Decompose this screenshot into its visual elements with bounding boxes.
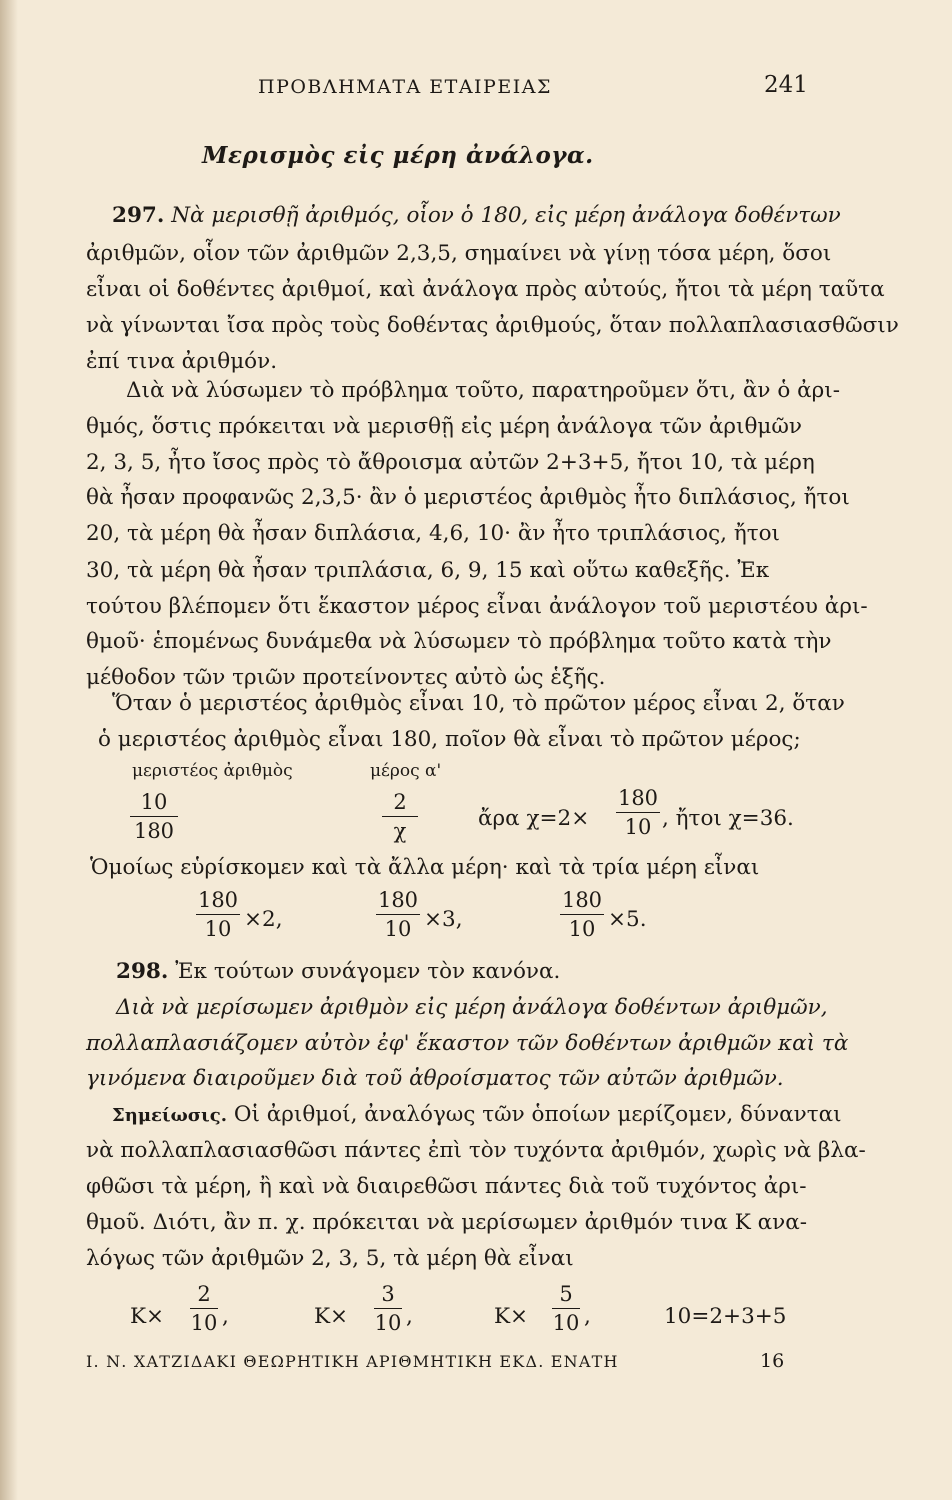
proportion-result-suffix: , ἤτοι χ=36. [662, 806, 794, 831]
part-2-fraction: 180 10 [377, 888, 419, 941]
paragraph-number: 297. [112, 203, 165, 228]
k-part-3-suffix: , [584, 1304, 591, 1329]
proportion-right-fraction: 2 χ [382, 790, 418, 843]
k-part-1-suffix: , [222, 1304, 229, 1329]
fraction-bar [616, 812, 660, 813]
fraction-bar [560, 914, 604, 915]
fraction-bar [196, 914, 240, 915]
paragraph-2-line-1: Διὰ νὰ λύσωμεν τὸ πρόβλημα τοῦτο, παρατηροῦμεν ὅτι, ἂν ὁ ἀρι- [126, 378, 840, 403]
paragraph-298-line: 298. Ἐκ τούτων συνάγομεν τὸν κανόνα. [116, 959, 561, 984]
k-part-3-prefix: Κ× [494, 1304, 529, 1329]
running-header: ΠΡΟΒΛΗΜΑΤΑ ΕΤΑΙΡΕΙΑΣ [258, 76, 552, 98]
fraction-bar [374, 1308, 402, 1309]
paragraph-2-line-9: μέθοδον τῶν τριῶν προτείνοντες αὐτὸ ὡς ἑξῆς. [86, 665, 606, 690]
note-label: Σημείωσις. [112, 1105, 227, 1126]
footer-signature: Ι. Ν. ΧΑΤΖΙΔΑΚΙ ΘΕΩΡΗΤΙΚΗ ΑΡΙΘΜΗΤΙΚΗ ΕΚΔ. ΕΝΑΤΗ [86, 1352, 619, 1371]
rule-line-1: Διὰ νὰ μερίσωμεν ἀριθμὸν εἰς μέρη ἀνάλογα δοθέντων ἀριθμῶν, [116, 995, 828, 1020]
k-part-2-suffix: , [406, 1304, 413, 1329]
paragraph-297-line-3: εἶναι οἱ δοθέντες ἀριθμοί, καὶ ἀνάλογα πρὸς αὐτούς, ἤτοι τὰ μέρη ταῦτα [86, 277, 885, 302]
paragraph-3-line-1: Ὅταν ὁ μεριστέος ἀριθμὸς εἶναι 10, τὸ πρῶτον μέρος εἶναι 2, ὅταν [112, 691, 845, 716]
paragraph-2-line-6: 30, τὰ μέρη θὰ ἦσαν τριπλάσια, 6, 9, 15 καὶ οὕτω καθεξῆς. Ἐκ [86, 558, 770, 583]
part-1-fraction: 180 10 [197, 888, 239, 941]
fraction-bar [190, 1308, 218, 1309]
paragraph-297-line-1: 297. Νὰ μερισθῇ ἀριθμός, οἷον ὁ 180, εἰς μέρη ἀνάλογα δοθέντων [112, 203, 841, 228]
paragraph-2-line-7: τούτου βλέπομεν ὅτι ἕκαστον μέρος εἶναι ἀνάλογον τοῦ μεριστέου ἀρι- [86, 594, 868, 619]
k-sum: 10=2+3+5 [664, 1304, 787, 1329]
paragraph-297-line-4: νὰ γίνωνται ἴσα πρὸς τοὺς δοθέντας ἀριθμούς, ὅταν πολλαπλασιασθῶσιν [86, 313, 899, 338]
fraction-bar [382, 816, 418, 817]
k-part-2-fraction: 3 10 [374, 1282, 402, 1335]
part-3-multiplier: ×5. [608, 907, 647, 932]
paragraph-2-line-2: θμός, ὅστις πρόκειται νὰ μερισθῇ εἰς μέρη ἀνάλογα τῶν ἀριθμῶν [86, 414, 802, 439]
proportion-label-right: μέρος α' [370, 761, 442, 781]
proportion-left-fraction: 10 180 [130, 790, 178, 843]
note-line-2: νὰ πολλαπλασιασθῶσι πάντες ἐπὶ τὸν τυχόντα ἀριθμόν, χωρὶς νὰ βλα- [86, 1138, 866, 1163]
part-3-fraction: 180 10 [561, 888, 603, 941]
part-1-multiplier: ×2, [244, 907, 283, 932]
proportion-result-prefix: ἄρα χ=2× [478, 806, 590, 831]
section-title: Μερισμὸς εἰς μέρη ἀνάλογα. [202, 142, 594, 169]
part-2-multiplier: ×3, [424, 907, 463, 932]
proportion-result-fraction: 180 10 [617, 786, 659, 839]
rule-line-3: γινόμενα διαιροῦμεν διὰ τοῦ ἀθροίσματος τῶν αὐτῶν ἀριθμῶν. [86, 1066, 784, 1091]
k-part-1-prefix: Κ× [130, 1304, 165, 1329]
note-line-5: λόγως τῶν ἀριθμῶν 2, 3, 5, τὰ μέρη θὰ εἶναι [86, 1246, 574, 1271]
proportion-label-left: μεριστέος ἀριθμὸς [132, 761, 293, 781]
fraction-bar [130, 816, 178, 817]
note-line-4: θμοῦ. Διότι, ἂν π. χ. πρόκειται νὰ μερίσωμεν ἀριθμόν τινα Κ ανα- [86, 1210, 808, 1235]
page-number: 241 [764, 72, 808, 98]
k-part-3-fraction: 5 10 [552, 1282, 580, 1335]
paragraph-297-line-5: ἐπί τινα ἀριθμόν. [86, 349, 278, 374]
note-line-3: φθῶσι τὰ μέρη, ἢ καὶ νὰ διαιρεθῶσι πάντες διὰ τοῦ τυχόντος ἀρι- [86, 1174, 807, 1199]
paragraph-3-line-2: ὁ μεριστέος ἀριθμὸς εἶναι 180, ποῖον θὰ εἶναι τὸ πρῶτον μέρος; [98, 727, 801, 752]
paragraph-2-line-4: θὰ ἦσαν προφανῶς 2,3,5· ἂν ὁ μεριστέος ἀριθμὸς ἦτο διπλάσιος, ἤτοι [86, 485, 850, 510]
paragraph-4: Ὁμοίως εὑρίσκομεν καὶ τὰ ἄλλα μέρη· καὶ τὰ τρία μέρη εἶναι [90, 855, 760, 880]
page-binding-shadow [0, 0, 18, 1500]
paragraph-2-line-5: 20, τὰ μέρη θὰ ἦσαν διπλάσια, 4,6, 10· ἂν ἦτο τριπλάσιος, ἤτοι [86, 521, 780, 546]
paragraph-number: 298. [116, 959, 169, 984]
fraction-bar [376, 914, 420, 915]
k-part-2-prefix: Κ× [314, 1304, 349, 1329]
paragraph-2-line-8: θμοῦ· ἑπομένως δυνάμεθα νὰ λύσωμεν τὸ πρόβλημα τοῦτο κατὰ τὴν [86, 629, 832, 654]
paragraph-297-line-2: ἀριθμῶν, οἷον τῶν ἀριθμῶν 2,3,5, σημαίνει νὰ γίνῃ τόσα μέρη, ὅσοι [86, 241, 832, 266]
rule-line-2: πολλαπλασιάζομεν αὐτὸν ἐφ' ἕκαστον τῶν δοθέντων ἀριθμῶν καὶ τὰ [86, 1031, 849, 1056]
sheet-number: 16 [760, 1350, 785, 1372]
note-line-1: Σημείωσις. Οἱ ἀριθμοί, ἀναλόγως τῶν ὁποίων μερίζομεν, δύνανται [112, 1102, 842, 1127]
k-part-1-fraction: 2 10 [190, 1282, 218, 1335]
fraction-bar [552, 1308, 580, 1309]
paragraph-2-line-3: 2, 3, 5, ἦτο ἴσος πρὸς τὸ ἄθροισμα αὐτῶν 2+3+5, ἤτοι 10, τὰ μέρη [86, 450, 815, 475]
